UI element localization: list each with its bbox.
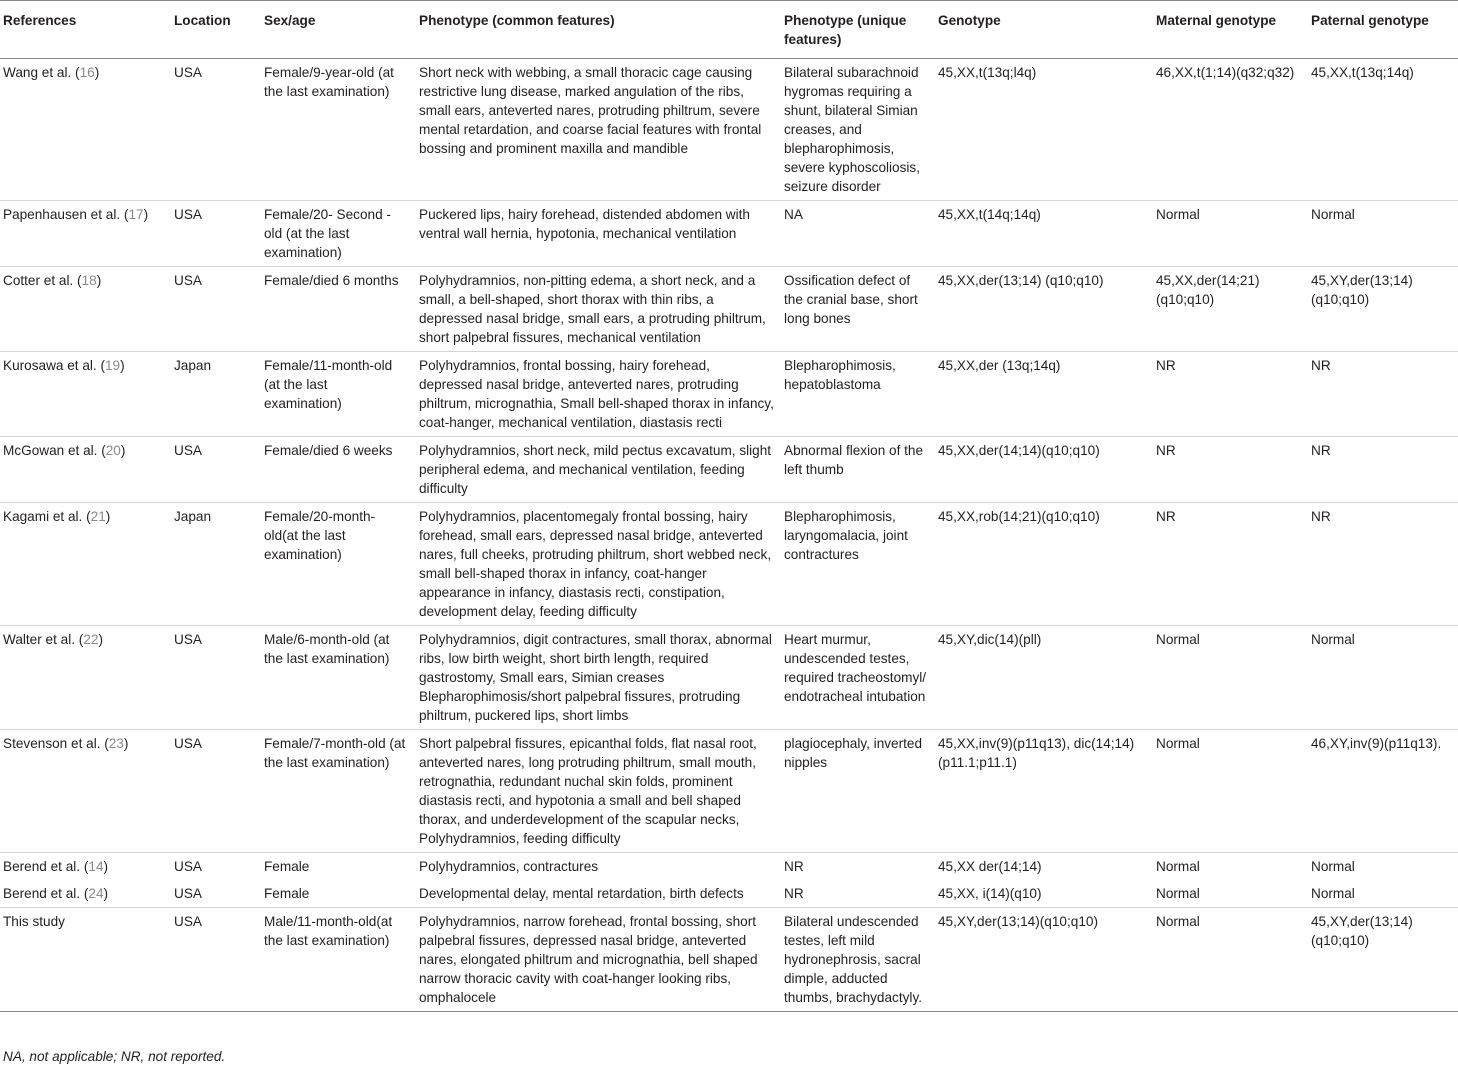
cell-maternal-genotype: Normal: [1156, 859, 1200, 874]
cell-maternal-genotype: 45,XX,der(14;21)(q10;q10): [1156, 273, 1260, 307]
cell-paternal-genotype: Normal: [1311, 632, 1355, 647]
cell-reference: [0, 880, 174, 908]
cell-sex-age: Female/died 6 months: [264, 273, 399, 288]
cell-phenotype-common: Polyhydramnios, placentomegaly frontal bossing, hairy forehead, small ears, depressed nasal bridge, anteverted nares, full cheeks, protruding philtrum, short webbed neck, small bell-shaped thorax in infancy, coat-hanger appearance in infancy, diastasis recti, constipation, development delay, feeding difficulty: [419, 509, 772, 619]
reference-number-link[interactable]: 22: [83, 632, 99, 647]
reference-number-link[interactable]: 24: [88, 886, 104, 901]
cell-sex-age: Female: [264, 886, 310, 901]
cell-phenotype-common: Short neck with webbing, a small thoracic cage causing restrictive lung disease, marked angulation of the ribs, small ears, anteverted nares, protruding philtrum, severe mental retardation, and coarse facial features with frontal bossing and prominent maxilla and mandible: [419, 65, 762, 156]
cell-genotype: 45,XX, i(14)(q10): [938, 886, 1042, 901]
table-row: [0, 503, 1458, 626]
cell-location: USA: [174, 736, 202, 751]
reference-number-link[interactable]: 16: [79, 65, 95, 80]
cell-genotype: 45,XX,der (13q;14q): [938, 358, 1061, 373]
reference-text: Berend et al. (: [3, 859, 89, 874]
reference-text: This study: [3, 914, 65, 929]
cell-phenotype-unique: NA: [784, 207, 803, 222]
cell-location: USA: [174, 886, 202, 901]
cell-paternal-genotype: 45,XY,der(13;14)(q10;q10): [1311, 273, 1413, 307]
cell-paternal-genotype: Normal: [1311, 859, 1355, 874]
cell-paternal-genotype: NR: [1311, 443, 1331, 458]
cell-location: USA: [174, 65, 202, 80]
cell-reference: [0, 267, 174, 352]
cell-phenotype-unique: NR: [784, 886, 804, 901]
cell-maternal-genotype: NR: [1156, 509, 1176, 524]
cell-reference: [0, 201, 174, 267]
reference-close: ): [143, 207, 149, 222]
table-row: [0, 626, 1458, 730]
cell-location: Japan: [174, 358, 212, 373]
cell-phenotype-unique: Bilateral undescended testes, left mild hydronephrosis, sacral dimple, adducted thumbs, brachydactyly.: [784, 914, 923, 1005]
cell-sex-age: Female/11-month-old (at the last examination): [264, 358, 393, 411]
column-header-phenotype-unique: Phenotype (unique features): [784, 13, 907, 47]
cell-paternal-genotype: Normal: [1311, 886, 1355, 901]
reference-number-link[interactable]: 14: [88, 859, 104, 874]
cell-genotype: 45,XX der(14;14): [938, 859, 1042, 874]
cell-genotype: 45,XX,der(14;14)(q10;q10): [938, 443, 1100, 458]
table-row: [0, 908, 1458, 1012]
cell-phenotype-unique: plagiocephaly, inverted nipples: [784, 736, 923, 770]
reference-close: ): [120, 443, 126, 458]
reference-number-link[interactable]: 21: [90, 509, 106, 524]
cell-genotype: 45,XX,inv(9)(p11q13), dic(14;14)(p11.1;p11.1): [938, 736, 1135, 770]
reference-text: Wang et al. (: [3, 65, 80, 80]
cell-sex-age: Female/20- Second -old (at the last examination): [264, 207, 391, 260]
reference-number-link[interactable]: 19: [105, 358, 121, 373]
cell-location: USA: [174, 443, 202, 458]
cell-maternal-genotype: Normal: [1156, 886, 1200, 901]
cell-phenotype-common: Polyhydramnios, frontal bossing, hairy forehead, depressed nasal bridge, anteverted nares, protruding philtrum, micrognathia, Small bell-shaped thorax in infancy, coat-hanger, mechanical ventilation, diastasis recti: [419, 358, 774, 430]
column-header-genotype: Genotype: [938, 13, 1001, 28]
cell-genotype: 45,XX,rob(14;21)(q10;q10): [938, 509, 1100, 524]
cell-sex-age: Male/6-month-old (at the last examination): [264, 632, 390, 666]
reference-close: ): [96, 273, 102, 288]
cell-maternal-genotype: Normal: [1156, 914, 1200, 929]
cell-phenotype-common: Polyhydramnios, non-pitting edema, a short neck, and a small, a bell-shaped, short thorax with thin ribs, a depressed nasal bridge, small ears, a protruding philtrum, short palpebral fissures, mechanical ventilation: [419, 273, 766, 345]
column-header-paternal-genotype: Paternal genotype: [1311, 13, 1429, 28]
reference-text: McGowan et al. (: [3, 443, 106, 458]
cell-paternal-genotype: NR: [1311, 358, 1331, 373]
reference-number-link[interactable]: 23: [108, 736, 124, 751]
table-row: [0, 880, 1458, 908]
table-row: [0, 201, 1458, 267]
cell-maternal-genotype: NR: [1156, 358, 1176, 373]
reference-close: ): [123, 736, 129, 751]
cell-maternal-genotype: 46,XX,t(1;14)(q32;q32): [1156, 65, 1295, 80]
table-row: [0, 59, 1458, 201]
cell-sex-age: Female/20-month-old(at the last examination): [264, 509, 376, 562]
cell-reference: [0, 59, 174, 201]
cell-phenotype-unique: Bilateral subarachnoid hygromas requiring a shunt, bilateral Simian creases, and blepharophimosis, severe kyphoscoliosis, seizure disorder: [784, 65, 920, 194]
table-footnote: NA, not applicable; NR, not reported.: [3, 1049, 226, 1064]
reference-close: ): [103, 886, 109, 901]
cell-reference: [0, 437, 174, 503]
reference-number-link[interactable]: 17: [128, 207, 144, 222]
cell-paternal-genotype: 45,XY,der(13;14)(q10;q10): [1311, 914, 1413, 948]
cell-location: USA: [174, 632, 202, 647]
cell-maternal-genotype: Normal: [1156, 736, 1200, 751]
reference-text: Kagami et al. (: [3, 509, 91, 524]
reference-text: Walter et al. (: [3, 632, 84, 647]
cell-location: USA: [174, 914, 202, 929]
cell-maternal-genotype: Normal: [1156, 632, 1200, 647]
cell-location: USA: [174, 859, 202, 874]
cell-maternal-genotype: NR: [1156, 443, 1176, 458]
cell-sex-age: Female/7-month-old (at the last examination): [264, 736, 406, 770]
header-row: [0, 1, 1458, 59]
reference-text: Papenhausen et al. (: [3, 207, 129, 222]
cell-reference: [0, 503, 174, 626]
cell-phenotype-unique: Blepharophimosis, hepatoblastoma: [784, 358, 896, 392]
cell-sex-age: Female/died 6 weeks: [264, 443, 393, 458]
reference-close: ): [94, 65, 100, 80]
cell-genotype: 45,XY,der(13;14)(q10;q10): [938, 914, 1098, 929]
reference-close: ): [103, 859, 109, 874]
table-row: [0, 853, 1458, 881]
cell-maternal-genotype: Normal: [1156, 207, 1200, 222]
cell-sex-age: Female/9-year-old (at the last examination): [264, 65, 394, 99]
cell-phenotype-common: Short palpebral fissures, epicanthal folds, flat nasal root, anteverted nares, long protruding philtrum, small mouth, retrognathia, redundant nuchal skin folds, prominent diastasis recti, and hypotonia a small and bell shaped thorax, and underdevelopment of the scapular necks, Polyhydramnios, feeding difficulty: [419, 736, 757, 846]
column-header-maternal-genotype: Maternal genotype: [1156, 13, 1277, 28]
cell-paternal-genotype: 45,XX,t(13q;14q): [1311, 65, 1414, 80]
cell-phenotype-unique: Abnormal flexion of the left thumb: [784, 443, 924, 477]
column-header-sex-age: Sex/age: [264, 13, 316, 28]
cell-phenotype-unique: Ossification defect of the cranial base, short long bones: [784, 273, 918, 326]
cell-location: USA: [174, 207, 202, 222]
cell-reference: [0, 352, 174, 437]
cell-phenotype-common: Polyhydramnios, contractures: [419, 859, 599, 874]
cell-phenotype-unique: NR: [784, 859, 804, 874]
cell-phenotype-common: Puckered lips, hairy forehead, distended abdomen with ventral wall hernia, hypotonia, mechanical ventilation: [419, 207, 750, 241]
table-row: [0, 267, 1458, 352]
reference-close: ): [120, 358, 125, 373]
reference-number-link[interactable]: 20: [105, 443, 121, 458]
cell-paternal-genotype: NR: [1311, 509, 1331, 524]
table-row: [0, 437, 1458, 503]
reference-text: Stevenson et al. (: [3, 736, 109, 751]
cell-genotype: 45,XX,t(13q;l4q): [938, 65, 1037, 80]
cell-sex-age: Male/11-month-old(at the last examination): [264, 914, 393, 948]
column-header-references: References: [3, 13, 77, 28]
cell-reference: [0, 908, 174, 1012]
table-body: [0, 59, 1458, 1012]
cell-paternal-genotype: 46,XY,inv(9)(p11q13).: [1311, 736, 1442, 751]
table-row: [0, 352, 1458, 437]
cell-location: Japan: [174, 509, 212, 524]
cell-sex-age: Female: [264, 859, 310, 874]
reference-close: ): [105, 509, 111, 524]
cell-reference: [0, 853, 174, 881]
reference-text: Cotter et al. (: [3, 273, 82, 288]
cell-paternal-genotype: Normal: [1311, 207, 1355, 222]
cell-phenotype-common: Developmental delay, mental retardation, birth defects: [419, 886, 744, 901]
cell-phenotype-common: Polyhydramnios, digit contractures, small thorax, abnormal ribs, low birth weight, short birth length, required gastrostomy, Small ears, Simian creases Blepharophimosis/short palpebral fissures, protruding philtrum, puckered lips, short limbs: [419, 632, 772, 723]
table-row: [0, 730, 1458, 853]
column-header-phenotype-common: Phenotype (common features): [419, 13, 615, 28]
cell-phenotype-unique: Heart murmur, undescended testes, required tracheostomyl/ endotracheal intubation: [784, 632, 927, 704]
cell-reference: [0, 626, 174, 730]
cell-genotype: 45,XX,der(13;14) (q10;q10): [938, 273, 1104, 288]
reference-text: Kurosawa et al. (: [3, 358, 105, 373]
reference-close: ): [98, 632, 103, 647]
reference-number-link[interactable]: 18: [81, 273, 97, 288]
cell-reference: [0, 730, 174, 853]
cell-location: USA: [174, 273, 202, 288]
cell-phenotype-common: Polyhydramnios, narrow forehead, frontal bossing, short palpebral fissures, depressed nasal bridge, anteverted nares, elongated philtrum and micrognathia, bell shaped narrow thoracic cavity with coat-hanger looking ribs, omphalocele: [419, 914, 758, 1005]
cell-phenotype-unique: Blepharophimosis, laryngomalacia, joint contractures: [784, 509, 908, 562]
cell-phenotype-common: Polyhydramnios, short neck, mild pectus excavatum, slight peripheral edema, and mechanical ventilation, feeding difficulty: [419, 443, 772, 496]
cell-genotype: 45,XY,dic(14)(pll): [938, 632, 1042, 647]
cell-genotype: 45,XX,t(14q;14q): [938, 207, 1041, 222]
column-header-location: Location: [174, 13, 231, 28]
reference-text: Berend et al. (: [3, 886, 89, 901]
